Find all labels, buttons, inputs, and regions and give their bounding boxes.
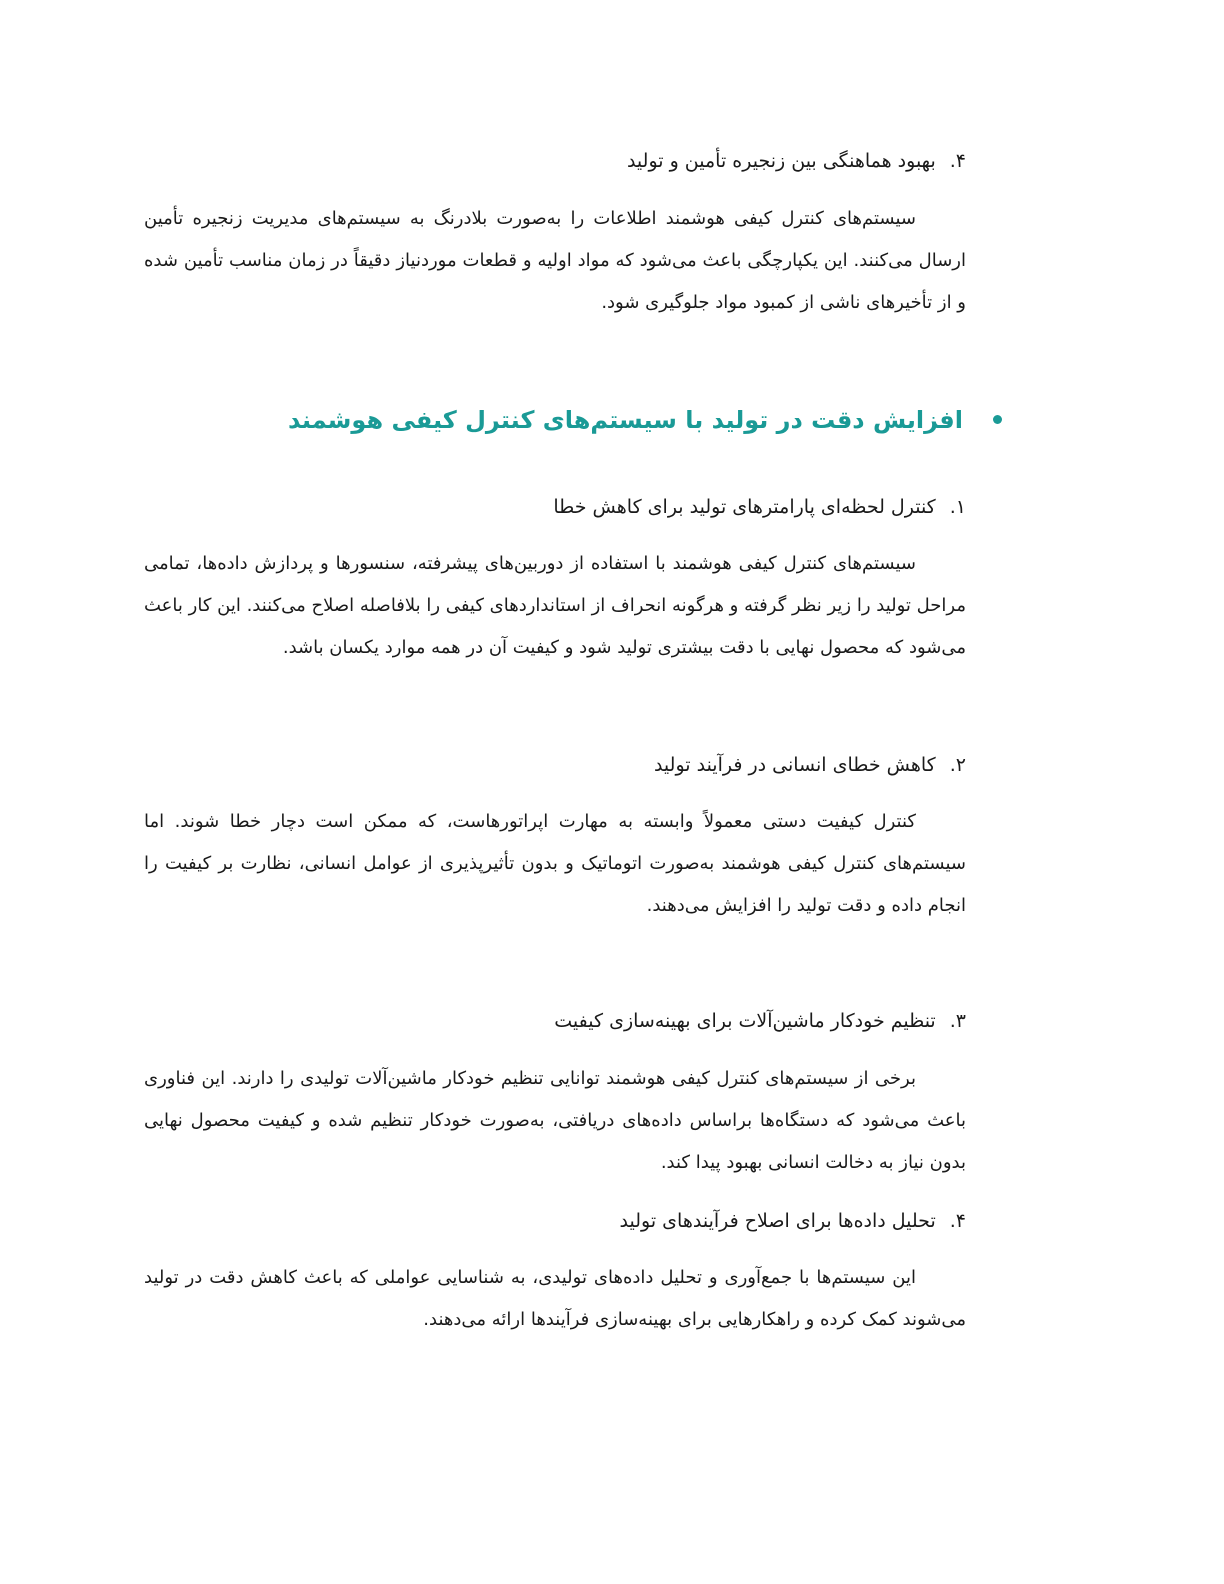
paragraph: برخی از سیستم‌های کنترل کیفی هوشمند توانایی تنظیم خودکار ماشین‌آلات تولیدی را دارند. این فناوری باعث می‌شود که دستگاه‌ها براساس داده‌های دریافتی، به‌صورت خودکار تنظیم شده و کیفیت محصول نهایی بدون نیاز به دخالت انسانی بهبود پیدا کند. bbox=[144, 1068, 966, 1173]
list-item-number: ۳. bbox=[949, 1010, 966, 1032]
list-item-title-text: تنظیم خودکار ماشین‌آلات برای بهینه‌سازی کیفیت bbox=[554, 1010, 936, 1032]
list-item-title bbox=[144, 1006, 966, 1036]
list-item-title bbox=[144, 1206, 966, 1236]
paragraph: سیستم‌های کنترل کیفی هوشمند اطلاعات را به‌صورت بلادرنگ به سیستم‌های مدیریت زنجیره تأمین ارسال می‌کنند. این یکپارچگی باعث می‌شود که مواد اولیه و قطعات موردنیاز دقیقاً در زمان مناسب تأمین شده و از تأخیرهای ناشی از کمبود مواد جلوگیری شود. bbox=[144, 208, 966, 313]
list-item-title bbox=[144, 146, 966, 176]
list-item-title bbox=[144, 492, 966, 522]
paragraph: کنترل کیفیت دستی معمولاً وابسته به مهارت اپراتورهاست، که ممکن است دچار خطا شوند. اما سیستم‌های کنترل کیفی هوشمند به‌صورت اتوماتیک و بدون تأثیرپذیری از عوامل انسانی، نظارت بر کیفیت را انجام داده و دقت تولید را افزایش می‌دهند. bbox=[144, 811, 966, 916]
list-item-title-text: کنترل لحظه‌ای پارامترهای تولید برای کاهش خطا bbox=[553, 496, 936, 518]
list-item-title-text: بهبود هماهنگی بین زنجیره تأمین و تولید bbox=[626, 150, 936, 172]
list-item-number: ۴. bbox=[949, 1210, 966, 1232]
list-item-number: ۱. bbox=[949, 496, 966, 518]
list-item-title-text: کاهش خطای انسانی در فرآیند تولید bbox=[653, 754, 936, 776]
list-item-number: ۲. bbox=[949, 754, 966, 776]
paragraph: سیستم‌های کنترل کیفی هوشمند با استفاده از دوربین‌های پیشرفته، سنسورها و پردازش داده‌ها، تمامی مراحل تولید را زیر نظر گرفته و هرگونه انحراف از استانداردهای کیفی را بلافاصله اصلاح می‌کنند. این کار باعث می‌شود که محصول نهایی با دقت بیشتری تولید شود و کیفیت آن در همه موارد یکسان باشد. bbox=[144, 553, 966, 658]
bullet-icon bbox=[993, 415, 1002, 424]
list-item-title bbox=[144, 750, 966, 780]
list-item-number: ۴. bbox=[949, 150, 966, 172]
paragraph: این سیستم‌ها با جمع‌آوری و تحلیل داده‌های تولیدی، به شناسایی عواملی که باعث کاهش دقت در تولید می‌شوند کمک کرده و راهکارهایی برای بهینه‌سازی فرآیندها ارائه می‌دهند. bbox=[144, 1267, 966, 1330]
list-item-title-text: تحلیل داده‌ها برای اصلاح فرآیندهای تولید bbox=[619, 1210, 936, 1232]
section-heading-text: افزایش دقت در تولید با سیستم‌های کنترل کیفی هوشمند bbox=[288, 406, 963, 434]
section-heading bbox=[142, 400, 1002, 440]
